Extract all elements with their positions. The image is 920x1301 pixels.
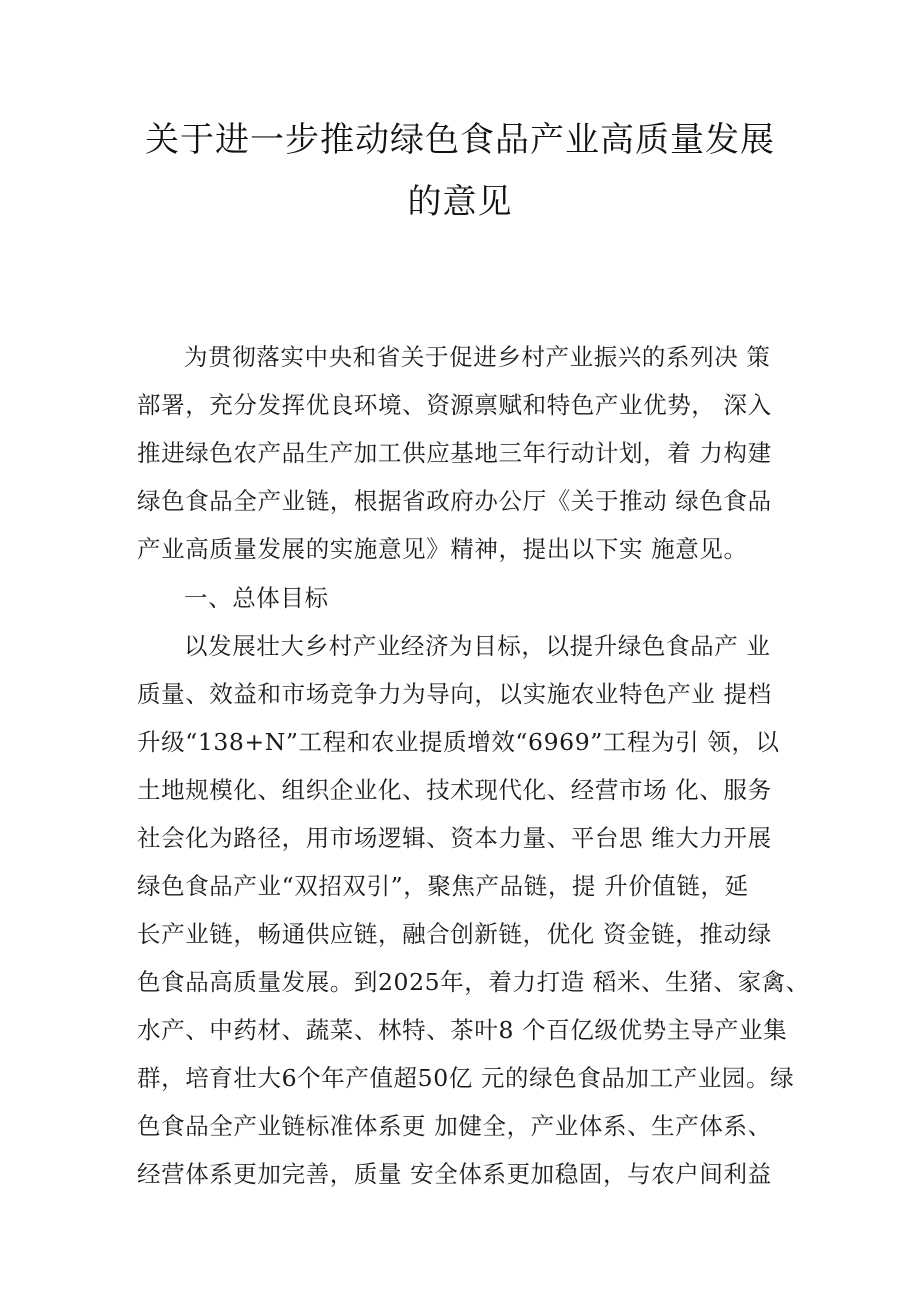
- body-line: 社会化为路径，用市场逻辑、资本力量、平台思 维大力开展: [137, 824, 772, 852]
- body-line: 绿色食品产业“双招双引”，聚焦产品链，提 升价值链，延: [137, 872, 749, 900]
- body-line: 部署，充分发挥优良环境、资源禀赋和特色产业优势， 深入: [137, 391, 772, 419]
- document-title-line-1: 关于进一步推动绿色食品产业高质量发展: [145, 120, 775, 160]
- section-heading: 一、总体目标: [184, 584, 329, 612]
- body-line: 推进绿色农产品生产加工供应基地三年行动计划，着 力构建: [137, 439, 772, 467]
- body-line: 升级“138+N”工程和农业提质增效“6969”工程为引 领，以: [137, 728, 780, 756]
- body-line: 以发展壮大乡村产业经济为目标，以提升绿色食品产 业: [184, 632, 771, 660]
- body-line: 质量、效益和市场竞争力为导向，以实施农业特色产业 提档: [137, 680, 772, 708]
- body-line: 土地规模化、组织企业化、技术现代化、经营市场 化、服务: [137, 776, 772, 804]
- document-title-line-2: 的意见: [407, 182, 513, 222]
- body-line: 水产、中药材、蔬菜、林特、茶叶8 个百亿级优势主导产业集: [137, 1016, 788, 1044]
- body-line: 为贯彻落实中央和省关于促进乡村产业振兴的系列决 策: [184, 343, 771, 371]
- body-line: 长产业链，畅通供应链，融合创新链，优化 资金链，推动绿: [137, 920, 772, 948]
- body-line: 色食品全产业链标准体系更 加健全，产业体系、生产体系、: [137, 1112, 772, 1140]
- body-line: 经营体系更加完善，质量 安全体系更加稳固，与农户间利益: [137, 1160, 772, 1188]
- body-line: 群，培育壮大6个年产值超50亿 元的绿色食品加工产业园。绿: [137, 1064, 795, 1092]
- body-line: 色食品高质量发展。到2025年，着力打造 稻米、生猪、家禽、: [137, 968, 810, 996]
- body-line: 绿色食品全产业链，根据省政府办公厅《关于推动 绿色食品: [137, 487, 772, 515]
- body-line: 产业高质量发展的实施意见》精神，提出以下实 施意见。: [137, 535, 748, 563]
